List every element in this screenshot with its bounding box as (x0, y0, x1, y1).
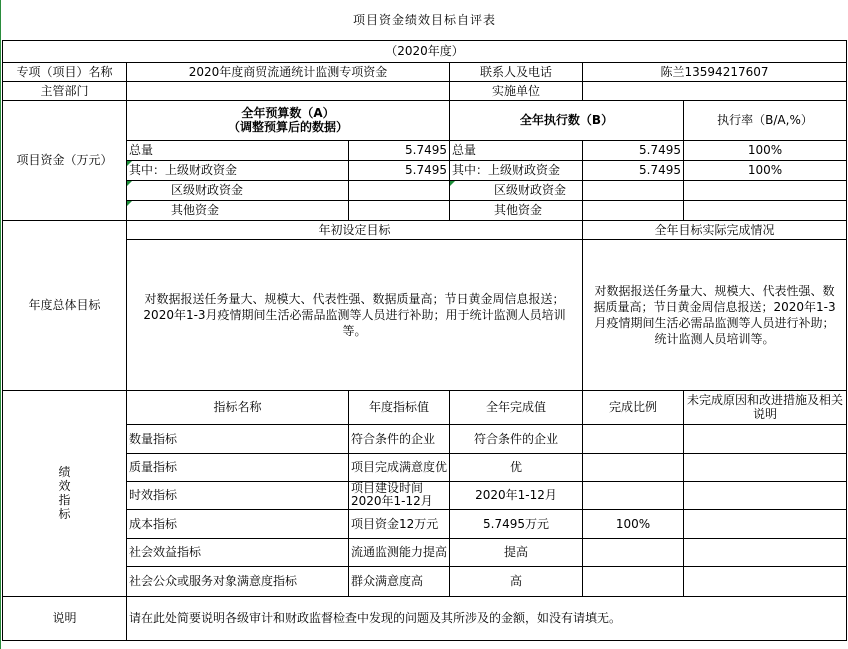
indicator-row-annual[interactable]: 项目完成满意度优 (349, 453, 450, 481)
fund-row-total-budget[interactable]: 5.7495 (349, 140, 450, 160)
indicator-row-reason[interactable] (684, 538, 847, 566)
indicator-ratio-header: 完成比例 (583, 390, 684, 424)
indicator-row-name: 数量指标 (127, 424, 349, 453)
impl-unit-label: 实施单位 (450, 81, 583, 100)
indicator-row-done[interactable]: 2020年1-12月 (450, 481, 583, 509)
indicator-name-header: 指标名称 (127, 390, 349, 424)
indicator-row-ratio[interactable] (583, 453, 684, 481)
indicator-reason-header: 未完成原因和改进措施及相关说明 (684, 390, 847, 424)
notes-text[interactable]: 请在此处简要说明各级审计和财政监督检查中发现的问题及其所涉及的金额，如没有请填无。 (127, 596, 847, 640)
contact-value[interactable]: 陈兰13594217607 (583, 62, 847, 81)
budget-header-line2: （调整预算后的数据） (227, 120, 348, 134)
fund-row-upper-budget[interactable]: 5.7495 (349, 160, 450, 180)
indicator-row-reason[interactable] (684, 509, 847, 538)
fund-row-upper-exec[interactable]: 5.7495 (583, 160, 684, 180)
fund-row-other-budget[interactable] (349, 200, 450, 220)
indicator-row-name: 社会公众或服务对象满意度指标 (127, 566, 349, 596)
frozen-pane-marker (0, 0, 1, 649)
dept-label: 主管部门 (3, 81, 127, 100)
indicator-row-ratio[interactable] (583, 538, 684, 566)
fund-row-total-rate[interactable]: 100% (684, 140, 847, 160)
fund-row-other-exec[interactable] (583, 200, 684, 220)
indicator-row-name: 质量指标 (127, 453, 349, 481)
indicator-done-header: 全年完成值 (450, 390, 583, 424)
indicator-row-annual[interactable]: 项目建设时间2020年1-12月 (349, 481, 450, 509)
indicator-row-reason[interactable] (684, 453, 847, 481)
project-name-value[interactable]: 2020年度商贸流通统计监测专项资金 (127, 62, 450, 81)
fund-row-district-rate[interactable] (684, 180, 847, 200)
fund-row-total-name: 总量 (127, 140, 349, 160)
rate-header: 执行率（B/A,%） (684, 100, 847, 140)
actual-goal-text[interactable]: 对数据报送任务量大、规模大、代表性强、数据质量高；节日黄金周信息报送；2020年1-3月疫情期间生活必需品监测等人员进行补助；统计监测人员培训等。 (583, 239, 847, 390)
indicator-row-done[interactable]: 5.7495万元 (450, 509, 583, 538)
indicator-row-done[interactable]: 符合条件的企业 (450, 424, 583, 453)
actual-goal-header: 全年目标实际完成情况 (583, 220, 847, 239)
indicator-row-annual[interactable]: 项目资金12万元 (349, 509, 450, 538)
indicator-row-ratio[interactable]: 100% (583, 509, 684, 538)
budget-header (127, 100, 450, 140)
indicator-row-name: 时效指标 (127, 481, 349, 509)
fund-row-district-exec[interactable] (583, 180, 684, 200)
indicator-row-annual[interactable]: 流通监测能力提高 (349, 538, 450, 566)
indicator-label-char: 标 (58, 507, 71, 521)
indicator-label-char: 效 (58, 479, 71, 493)
impl-unit-value[interactable] (583, 81, 847, 100)
indicator-label (3, 390, 127, 596)
indicator-row-done[interactable]: 优 (450, 453, 583, 481)
funds-label: 项目资金（万元） (3, 100, 127, 220)
fund-row-upper-name: 其中：上级财政资金 (127, 160, 349, 180)
indicator-row-ratio[interactable] (583, 566, 684, 596)
indicator-row-reason[interactable] (684, 424, 847, 453)
initial-goal-header: 年初设定目标 (127, 220, 583, 239)
exec-header: 全年执行数（B） (450, 100, 684, 140)
sheet-title: 项目资金绩效目标自评表 (3, 0, 847, 40)
indicator-row-name: 社会效益指标 (127, 538, 349, 566)
indicator-row-done[interactable]: 高 (450, 566, 583, 596)
year-line: （2020年度） (3, 40, 847, 62)
fund-row-other-name: 其他资金 (127, 200, 349, 220)
fund-row-upper-exec-name: 其中：上级财政资金 (450, 160, 583, 180)
indicator-label-char: 指 (58, 493, 71, 507)
indicator-row-name: 成本指标 (127, 509, 349, 538)
indicator-label-char: 绩 (58, 465, 71, 479)
fund-row-other-rate[interactable] (684, 200, 847, 220)
contact-label: 联系人及电话 (450, 62, 583, 81)
indicator-row-reason[interactable] (684, 566, 847, 596)
project-name-label: 专项（项目）名称 (3, 62, 127, 81)
annual-goal-label: 年度总体目标 (3, 220, 127, 390)
fund-row-district-budget[interactable] (349, 180, 450, 200)
fund-row-total-exec-name: 总量 (450, 140, 583, 160)
indicator-row-annual[interactable]: 群众满意度高 (349, 566, 450, 596)
indicator-row-ratio[interactable] (583, 424, 684, 453)
indicator-row-annual[interactable]: 符合条件的企业 (349, 424, 450, 453)
evaluation-table (2, 0, 847, 641)
indicator-row-ratio[interactable] (583, 481, 684, 509)
fund-row-total-exec[interactable]: 5.7495 (583, 140, 684, 160)
indicator-annual-header: 年度指标值 (349, 390, 450, 424)
fund-row-district-exec-name: 区级财政资金 (450, 180, 583, 200)
dept-value[interactable] (127, 81, 450, 100)
fund-row-other-exec-name: 其他资金 (450, 200, 583, 220)
initial-goal-text[interactable]: 对数据报送任务量大、规模大、代表性强、数据质量高；节日黄金周信息报送；2020年1-3月疫情期间生活必需品监测等人员进行补助；用于统计监测人员培训等。 (127, 239, 583, 390)
indicator-row-reason[interactable] (684, 481, 847, 509)
budget-header-line1: 全年预算数（A） (241, 106, 335, 120)
fund-row-upper-rate[interactable]: 100% (684, 160, 847, 180)
notes-label: 说明 (3, 596, 127, 640)
fund-row-district-name: 区级财政资金 (127, 180, 349, 200)
indicator-row-done[interactable]: 提高 (450, 538, 583, 566)
